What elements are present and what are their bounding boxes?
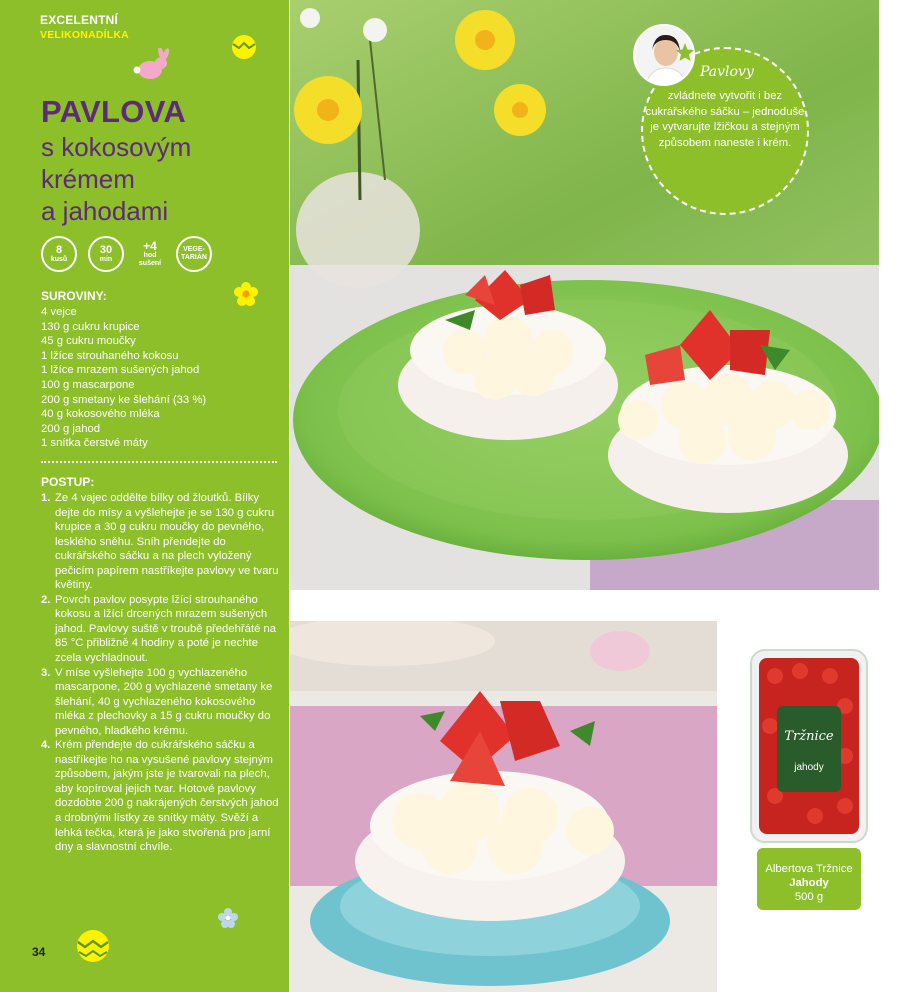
- tip-heading: Pavlovy: [700, 64, 754, 80]
- step-item: [41, 491, 281, 593]
- ingredients-heading: SUROVINY:: [41, 289, 107, 303]
- steps-list: [41, 491, 281, 855]
- bunny-icon: [128, 48, 172, 82]
- subtitle-line: krémem: [41, 164, 135, 194]
- servings-value: 8: [55, 243, 63, 256]
- flower-icon: [234, 282, 258, 306]
- step-text: Ze 4 vajec oddělte bílky od žloutků. Bílky dejte do mísy a vyšlehejte je se 130 g cukru krupice a 30 g cukru moučky do pevného, lesklého sněhu. Sníh přendejte do cukrářského sáčku a na plech vyložený pečicím papírem nastříkejte pavlovy ve tvaru květiny.: [55, 492, 279, 592]
- campaign-badge: [40, 13, 129, 43]
- ingredient-item: 1 snítka čerstvé máty: [41, 437, 148, 450]
- step-item: [41, 738, 281, 854]
- step-number: 2.: [41, 593, 51, 606]
- vegetarian-icon: [176, 236, 212, 272]
- servings-label: kusů: [50, 255, 68, 263]
- ingredient-item: 200 g jahod: [41, 422, 101, 435]
- pavlova-photo-closeup: [290, 621, 717, 992]
- step-item: [41, 666, 281, 739]
- badge-line1: EXCELENTNÍ: [40, 13, 119, 27]
- steps-heading: POSTUP:: [41, 475, 95, 489]
- servings-icon: [41, 236, 77, 272]
- time-label: min: [99, 255, 113, 263]
- step-text: V míse vyšlehejte 100 g vychlazeného mascarpone, 200 g vychlazené smetany ke šlehání, 40 g vychlazeného kokosového mléka z plechovky a 15 g cukru moučky do pevného, hladkého krému.: [55, 666, 273, 737]
- subtitle-line: a jahodami: [41, 196, 169, 226]
- step-number: 4.: [41, 739, 51, 752]
- easter-egg-icon: [229, 33, 259, 61]
- time-value: 30: [99, 243, 113, 256]
- step-item: [41, 593, 281, 666]
- ingredient-item: 45 g cukru moučky: [41, 335, 136, 348]
- step-number: 3.: [41, 666, 51, 679]
- step-text: Povrch pavlov posypte lžící strouhaného kokosu a lžící drcených mrazem sušených jahod. Pavlovy suště v troubě předehřáté na 85 °C přibližně 4 hodiny a poté je nechte zcela vychladnout.: [55, 593, 277, 665]
- product-label-box: [757, 848, 861, 910]
- ingredients-list: [41, 305, 206, 451]
- easter-egg-icon: [74, 928, 112, 964]
- product-name: Jahody: [789, 877, 829, 889]
- drying-label: hod sušení: [138, 251, 162, 267]
- subtitle-line: s kokosovým: [41, 132, 192, 162]
- time-icon: [88, 236, 124, 272]
- step-number: 1.: [41, 492, 51, 504]
- pack-label: jahody: [794, 762, 824, 773]
- ingredient-item: 100 g mascarpone: [41, 378, 135, 391]
- recipe-subtitle: [41, 131, 271, 227]
- tip-text: zvládnete vytvořit i bez cukrářského sáčku – jednoduše je vytvarujte lžičkou a stejným způsobem naneste i krém.: [645, 90, 805, 149]
- vegetarian-label: VEGE-TARIÁN: [181, 246, 207, 261]
- drying-time-icon: [135, 236, 165, 272]
- ingredient-item: 130 g cukru krupice: [41, 320, 140, 333]
- ingredient-item: 1 lžíce mrazem sušených jahod: [41, 364, 200, 377]
- badge-line2: VELIKONADÍLKA: [40, 29, 129, 41]
- recipe-title: PAVLOVA: [41, 94, 187, 129]
- ingredient-item: 4 vejce: [41, 306, 77, 318]
- recipe-info-icons: [41, 236, 212, 272]
- step-text: Krém přendejte do cukrářského sáčku a nastříkejte ho na vysušené pavlovy stejným způsobem, jakým jste je tvarovali na plech, aby kopíroval jejich tvar. Hotové pavlovy dozdobte 200 g nakrájených čerstvých jahod a drobnými lístky ze snítky máty. Svěží a lehká tečka, která je jako stvořená pro jarní dny a slavnostní chvíle.: [55, 739, 279, 854]
- pack-brand: Tržnice: [784, 729, 834, 744]
- ingredient-item: 40 g kokosového mléka: [41, 408, 160, 421]
- product-weight: 500 g: [794, 891, 824, 903]
- ingredient-item: 1 lžíce strouhaného kokosu: [41, 349, 179, 362]
- page-number: 34: [32, 945, 46, 959]
- divider: [41, 461, 277, 463]
- flower-icon: [218, 908, 238, 928]
- product-brand: Albertova Tržnice: [765, 863, 853, 875]
- ingredient-item: 200 g smetany ke šlehání (33 %): [41, 393, 207, 406]
- strawberry-pack-image: [745, 646, 873, 846]
- recipe-column: [0, 0, 289, 992]
- star-icon: [675, 42, 695, 62]
- drying-value: +4: [143, 238, 157, 253]
